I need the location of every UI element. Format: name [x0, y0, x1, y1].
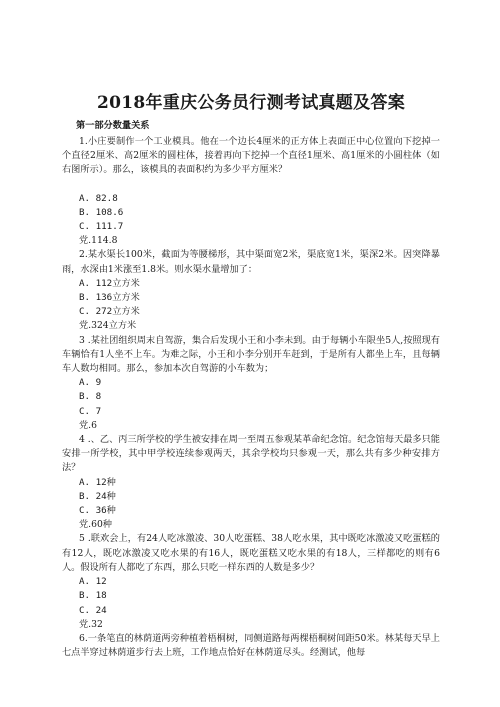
answer-line: 党.6: [79, 419, 97, 431]
option-a: A. 9: [79, 377, 102, 389]
option-b: B. 18: [79, 590, 107, 602]
question-text: 4 .、乙、丙三所学校的学生被安排在周一至周五参观某革命纪念馆。纪念馆每天最多只能安排一所学校，其中甲学校连续参观两天，其余学校均只参观一天，那么共有多少种安排方法？: [62, 434, 440, 474]
question-block: [62, 532, 440, 631]
option-a: A. 82.8: [79, 192, 118, 204]
question-block: [62, 433, 440, 532]
answer-line: 党.324立方米: [79, 320, 137, 332]
option-c: C. 111.7: [79, 221, 124, 233]
option-c: C. 36种: [79, 505, 116, 517]
option-b: B. 136立方米: [79, 292, 140, 304]
option-a: A. 12种: [79, 476, 116, 488]
option-b: B. 24种: [79, 490, 116, 502]
option-c: C. 24: [79, 604, 107, 616]
question-block: [62, 135, 440, 248]
question-block: [62, 248, 440, 333]
question-block: [62, 334, 440, 433]
option-b: B. 8: [79, 391, 102, 403]
option-c: C. 272立方米: [79, 306, 140, 318]
figure-gap: [62, 178, 440, 192]
option-b: B. 108.6: [79, 206, 124, 218]
answer-line: 党.60种: [79, 519, 112, 531]
section-heading: 第一部分数量关系: [76, 120, 150, 131]
option-c: C. 7: [79, 405, 102, 417]
answer-line: 党.114.8: [79, 235, 118, 247]
question-text: 5 .联欢会上，有24人吃冰激凌、30人吃蛋糕、38人吃水果，其中既吃冰激凌又吃蛋糕的有12人，既吃冰激凌又吃水果的有16人，既吃蛋糕又吃水果的有18人，三样都吃的则有6人。假设所有人都吃了东西，那么只吃一样东西的人数是多少？: [62, 533, 440, 573]
option-a: A. 112立方米: [79, 277, 140, 289]
question-text: 2.某水渠长100米，截面为等腰梯形，其中渠面宽2米，渠底宽1米，渠深2米。因突降暴雨，水深由1米涨至1.8米。则水渠水量增加了：: [62, 249, 440, 275]
option-a: A. 12: [79, 576, 107, 588]
question-text: 3 .某社团组织周末自驾游，集合后发现小王和小李未到。由于每辆小车限坐5人,按照现有车辆恰有1人坐不上车。为难之际，小王和小李分别开车赶到，于是所有人都坐上车，且每辆车人数均相同。那么，参加本次自驾游的小车数为；: [62, 334, 440, 375]
question-block: [62, 632, 440, 660]
document-title: 2018年重庆公务员行测考试真题及答案: [96, 93, 405, 113]
question-text: 6.一条笔直的林荫道两旁种植着梧桐树，同侧道路每两棵梧桐树间距50米。林某每天早上七点半穿过林荫道步行去上班，工作地点恰好在林荫道尽头。经测试，他每: [62, 632, 440, 659]
question-text: 1.小庄要制作一个工业模具。他在一个边长4厘米的正方体上表面正中心位置向下挖掉一个直径2厘米、高2厘米的圆柱体，接着再向下挖掉一个直径1厘米、高1厘米的小圆柱体（如右图所示）。那么，该模具的表面积约为多少平方厘米？: [62, 136, 440, 176]
answer-line: 党.32: [79, 618, 103, 630]
document-page: [62, 88, 440, 660]
